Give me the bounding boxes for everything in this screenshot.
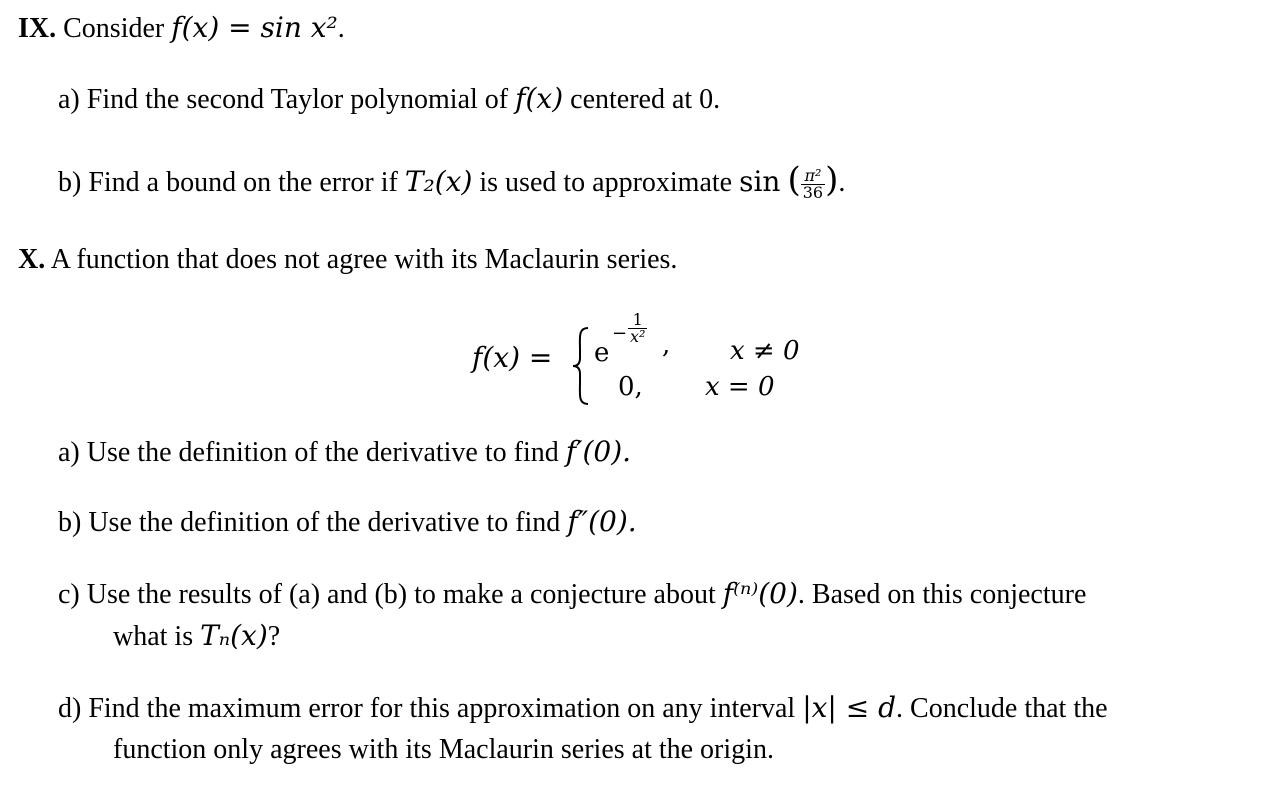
problem-x-intro: A function that does not agree with its Maclaurin series. [50,244,678,275]
part-label: a) [58,84,80,115]
minus-sign: − [612,323,628,344]
exponent-fraction [628,312,647,345]
part-text: Use the definition of the derivative to find [88,507,561,538]
part-text-after: . Conclude that the [896,693,1108,724]
exponent-denominator: x² [630,327,646,346]
problem-x-part-d [58,691,1108,724]
fraction-denominator: 36 [802,183,824,203]
period: . [838,167,846,198]
case1-base: e [594,338,610,368]
piecewise-lhs: f(x) = [472,341,553,374]
case2-condition: x = 0 [705,372,775,402]
exponent-numerator: 1 [628,312,647,329]
problem-ix-intro: Consider [63,13,165,44]
part-text: Find a bound on the error if [88,167,398,198]
part-label: d) [58,693,82,724]
right-paren: ) [825,160,839,200]
problem-ix-part-b [58,160,846,203]
part-text: Find the second Taylor polynomial of [86,84,509,115]
part-math: T₂(x) [404,165,473,198]
part-text-mid: is used to approximate [479,167,733,198]
part-text: Use the results of (a) and (b) to make a conjecture about [86,579,716,610]
part-math: f(x) [515,82,564,115]
problem-ix-period: . [337,13,345,44]
problem-ix-label: IX. [18,13,57,44]
part-math: Tₙ(x) [200,619,268,652]
case2-value: 0, [618,372,643,402]
problem-ix-heading [18,11,345,44]
problem-ix-function: f(x) = sin x² [171,11,338,44]
part-label: a) [58,437,80,468]
left-brace-icon [570,326,592,406]
fraction-numerator: π² [801,168,825,185]
part-text: what is [113,621,194,652]
part-text-after: centered at 0. [570,84,721,115]
problem-x-heading [18,246,677,274]
problem-x-part-c-line2 [113,619,281,652]
part-math: |x| ≤ d [802,691,897,724]
part-text-after: . Based on this conjecture [797,579,1087,610]
question-mark: ? [267,621,281,652]
part-math: f″(0). [567,505,637,538]
pi-squared-over-36-fraction [801,168,825,201]
case1-comma: , [662,330,671,360]
part-math: f′(0). [565,435,632,468]
part-text: Use the definition of the derivative to find [86,437,559,468]
part-text: function only agrees with its Maclaurin series at the origin. [113,734,774,765]
problem-x-label: X. [18,244,46,275]
problem-x-part-d-line2 [113,736,774,764]
part-label: b) [58,167,82,198]
problem-x-part-b [58,505,637,538]
problem-ix-part-a [58,82,721,115]
part-label: b) [58,507,82,538]
part-label: c) [58,579,80,610]
case1-condition: x ≠ 0 [730,336,800,366]
part-math: f⁽ⁿ⁾(0) [722,577,798,610]
problem-x-part-a [58,435,632,468]
problem-x-part-c [58,577,1087,610]
left-paren: ( [787,160,801,200]
sin-function: sin [739,165,781,198]
part-text: Find the maximum error for this approximation on any interval [88,693,796,724]
